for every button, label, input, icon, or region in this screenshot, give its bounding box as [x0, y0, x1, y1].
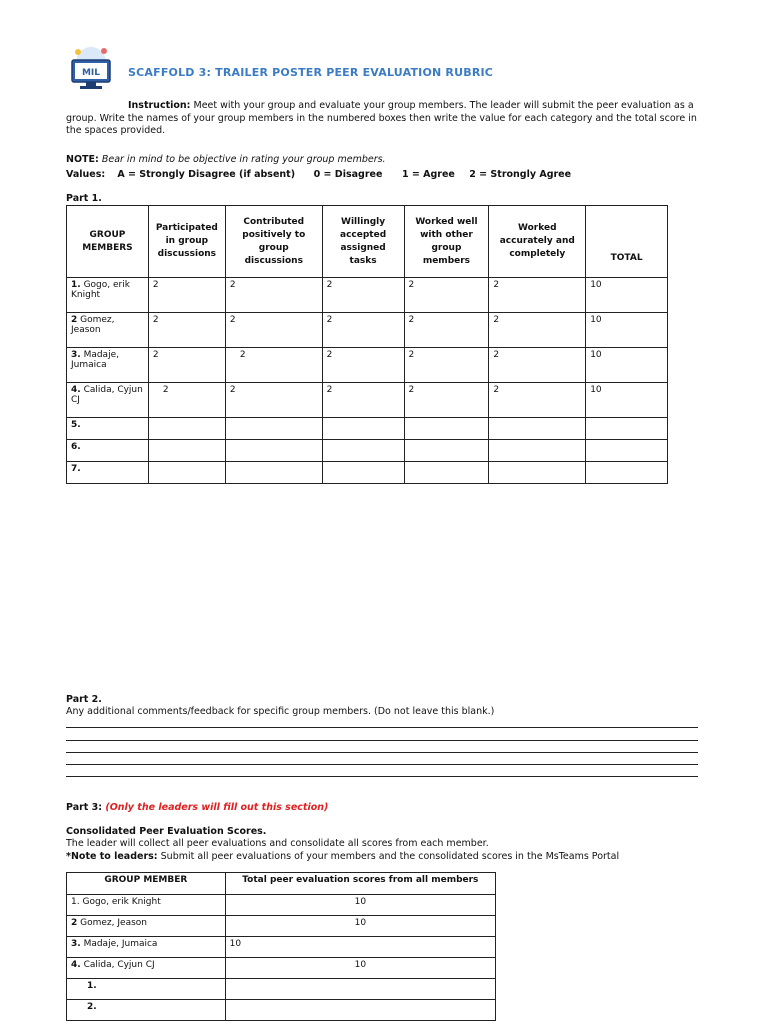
note-label: NOTE: [66, 154, 99, 165]
table-row [67, 313, 668, 348]
member-number: 5. [71, 420, 81, 430]
table-row [67, 979, 496, 1000]
member-cell[interactable]: 1. [67, 979, 226, 1000]
table-header-row [67, 873, 496, 895]
header-group-members: GROUP MEMBERS [67, 206, 149, 278]
instruction [66, 100, 706, 138]
score-cell[interactable]: 2 [489, 383, 586, 418]
total-cell[interactable]: 10 [586, 278, 668, 313]
table-header-row [67, 206, 668, 278]
score-cell[interactable] [404, 462, 489, 484]
member-number: 4. [71, 385, 81, 395]
score-cell[interactable]: 2 [489, 278, 586, 313]
score-cell[interactable] [489, 440, 586, 462]
score-cell[interactable] [225, 979, 495, 1000]
logo-text: MIL [81, 68, 101, 78]
values-legend [66, 169, 571, 180]
value-2: 2 = Strongly Agree [469, 169, 572, 180]
comment-line[interactable] [66, 727, 698, 728]
part2-label: Part 2. [66, 694, 102, 705]
table-row [67, 383, 668, 418]
member-cell[interactable] [67, 895, 226, 916]
member-cell[interactable] [67, 958, 226, 979]
instruction-text: Meet with your group and evaluate your group members. The leader will submit the peer evaluation as a group. Write the names of your group members in the numbered boxes then write the value for each category and the total score in the spaces provided. [66, 100, 697, 136]
score-cell[interactable]: 2 [404, 313, 489, 348]
member-name: Madaje, Jumaica [83, 939, 158, 949]
part3-note: (Only the leaders will fill out this section) [105, 802, 329, 813]
score-cell[interactable] [148, 418, 225, 440]
member-name: Gogo, erik Knight [71, 280, 130, 300]
score-cell[interactable]: 10 [225, 916, 495, 937]
score-cell[interactable] [404, 440, 489, 462]
header-contributed: Contributed positively to group discussions [225, 206, 322, 278]
member-cell[interactable] [67, 937, 226, 958]
table-row [67, 895, 496, 916]
value-0: 0 = Disagree [313, 169, 383, 180]
table-row [67, 278, 668, 313]
comment-line[interactable] [66, 776, 698, 777]
member-number: 6. [71, 442, 81, 452]
score-cell[interactable]: 2 [148, 313, 225, 348]
score-cell[interactable]: 10 [225, 937, 495, 958]
peer-evaluation-table [66, 205, 668, 484]
member-cell[interactable] [67, 313, 149, 348]
header-worked-well: Worked well with other group members [404, 206, 489, 278]
header-group-member: GROUP MEMBER [67, 873, 226, 895]
table-row [67, 418, 668, 440]
header-worked-accurately: Worked accurately and completely [489, 206, 586, 278]
comment-line[interactable] [66, 764, 698, 765]
consolidated-heading: Consolidated Peer Evaluation Scores. [66, 826, 267, 837]
score-cell[interactable] [322, 418, 404, 440]
member-number: 2 [71, 918, 78, 928]
mil-logo [64, 44, 118, 90]
total-cell[interactable]: 10 [586, 348, 668, 383]
score-cell[interactable]: 2 [225, 313, 322, 348]
consolidated-instruction: The leader will collect all peer evaluations and consolidate all scores from each member. [66, 838, 489, 849]
member-cell[interactable] [67, 440, 149, 462]
score-cell[interactable]: 2 [148, 348, 225, 383]
member-name: Madaje, Jumaica [71, 350, 119, 370]
part1-label: Part 1. [66, 193, 102, 204]
score-cell[interactable] [225, 418, 322, 440]
score-cell[interactable]: 2 [225, 348, 322, 383]
part3-label: Part 3: [66, 802, 103, 813]
header-accepted-tasks: Willingly accepted assigned tasks [322, 206, 404, 278]
member-name: Gomez, Jeason [80, 918, 147, 928]
score-cell[interactable] [225, 462, 322, 484]
member-number: 2 [71, 315, 78, 325]
member-name: Gomez, Jeason [71, 315, 115, 335]
leader-note-text: Submit all peer evaluations of your members and the consolidated scores in the MsTeams Portal [160, 851, 620, 862]
member-cell[interactable] [67, 418, 149, 440]
total-cell[interactable] [586, 462, 668, 484]
part3-heading [66, 802, 328, 813]
member-number: 1. [71, 897, 80, 907]
member-number: 3. [71, 939, 81, 949]
leader-note [66, 851, 619, 862]
score-cell[interactable]: 2 [322, 313, 404, 348]
member-number: 1. [71, 280, 81, 290]
table-row [67, 1000, 496, 1021]
score-cell[interactable]: 2 [322, 348, 404, 383]
member-name: Gogo, erik Knight [82, 897, 161, 907]
total-cell[interactable]: 10 [586, 383, 668, 418]
header-participated: Participated in group discussions [148, 206, 225, 278]
member-number: 3. [71, 350, 81, 360]
score-cell[interactable] [225, 1000, 495, 1021]
score-cell[interactable]: 10 [225, 958, 495, 979]
comment-line[interactable] [66, 740, 698, 741]
score-cell[interactable] [489, 418, 586, 440]
score-cell[interactable]: 2 [148, 278, 225, 313]
table-row [67, 440, 668, 462]
score-cell[interactable] [322, 462, 404, 484]
value-1: 1 = Agree [401, 169, 455, 180]
member-cell[interactable] [67, 916, 226, 937]
score-cell[interactable]: 2 [489, 348, 586, 383]
total-cell[interactable] [586, 418, 668, 440]
total-cell[interactable]: 10 [586, 313, 668, 348]
score-cell[interactable] [322, 440, 404, 462]
member-number: 4. [71, 960, 81, 970]
values-label: Values: [66, 169, 106, 180]
member-cell[interactable] [67, 383, 149, 418]
member-cell[interactable] [67, 278, 149, 313]
score-cell[interactable] [148, 440, 225, 462]
member-number: 7. [71, 464, 81, 474]
total-cell[interactable] [586, 440, 668, 462]
score-cell[interactable] [225, 440, 322, 462]
member-cell[interactable] [67, 348, 149, 383]
note [66, 154, 386, 165]
member-cell[interactable] [67, 462, 149, 484]
header-total: TOTAL [586, 206, 668, 278]
member-cell[interactable]: 2. [67, 1000, 226, 1021]
score-cell[interactable]: 2 [225, 278, 322, 313]
table-row [67, 916, 496, 937]
table-row [67, 958, 496, 979]
member-name: Calida, Cyjun CJ [83, 960, 155, 970]
score-cell[interactable]: 2 [404, 348, 489, 383]
score-cell[interactable] [148, 462, 225, 484]
header-total-scores: Total peer evaluation scores from all members [225, 873, 495, 895]
score-cell[interactable]: 2 [322, 278, 404, 313]
value-a: A = Strongly Disagree (if absent) [117, 169, 296, 180]
instruction-label: Instruction: [128, 100, 191, 111]
table-row [67, 937, 496, 958]
score-cell[interactable]: 2 [148, 383, 225, 418]
page-title: SCAFFOLD 3: TRAILER POSTER PEER EVALUATION RUBRIC [128, 66, 494, 79]
score-cell[interactable]: 2 [404, 278, 489, 313]
leader-note-label: *Note to leaders: [66, 851, 158, 862]
table-row [67, 462, 668, 484]
score-cell[interactable]: 2 [489, 313, 586, 348]
score-cell[interactable]: 2 [404, 383, 489, 418]
part2-instruction: Any additional comments/feedback for specific group members. (Do not leave this blank.) [66, 706, 495, 717]
score-cell[interactable] [404, 418, 489, 440]
consolidated-scores-table [66, 872, 496, 1021]
score-cell[interactable] [489, 462, 586, 484]
comment-line[interactable] [66, 752, 698, 753]
note-text: Bear in mind to be objective in rating your group members. [101, 154, 386, 165]
score-cell[interactable]: 2 [322, 383, 404, 418]
member-name: Calida, Cyjun CJ [71, 385, 143, 405]
table-row [67, 348, 668, 383]
score-cell[interactable]: 2 [225, 383, 322, 418]
score-cell[interactable]: 10 [225, 895, 495, 916]
